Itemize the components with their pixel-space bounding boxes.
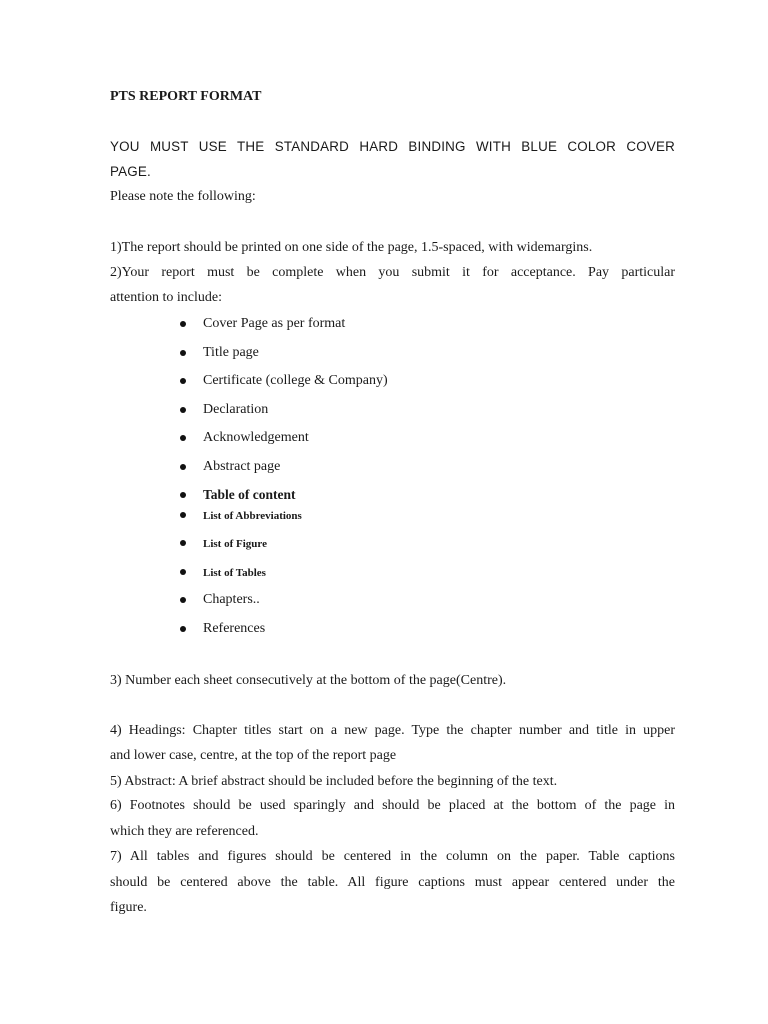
bullet-icon [180, 435, 186, 441]
bullet-icon [180, 350, 186, 356]
bullet-icon [180, 569, 186, 575]
point-2-line-1: 2)Your report must be complete when you submit it for acceptance. Pay particular [110, 265, 675, 280]
point-7-line-1: 7) All tables and figures should be centered in the column on the paper. Table captions [110, 849, 675, 864]
binding-notice-line-2: PAGE. [110, 164, 151, 179]
bullet-icon [180, 512, 186, 518]
point-6-line-2: which they are referenced. [110, 824, 259, 839]
bullet-icon [180, 321, 186, 327]
bullet-icon [180, 597, 186, 603]
bullet-icon [180, 626, 186, 632]
document-page: PTS REPORT FORMAT YOU MUST USE THE STANDARD HARD BINDING WITH BLUE COLOR COVER PAGE. Please note the following: 1)The report should be printed on one side of the page, 1.5-spaced, with widemargins. 2)Your report must be complete when you submit it for acceptance. Pay particular attention to include: Cover Page as per format Title page Certificate (college & Company) Declaration Acknowledgement Abstract page Table of content List of Abbreviations List of Figure List of Tables Chapters.. References 3) Number each sheet consecutively at the bottom of the page(Centre). 4) Headings: Chapter titles start on a new page. Type the chapter number and title in upper and lower case, centre, at the top of the report page 5) Abstract: A brief abstract should be included before the beginning of the text. 6) Footnotes should be used sparingly and should be placed at the bottom of the page in which they are referenced. 7) All tables and figures should be centered in the column on the paper. Table captions should be centered above the table. All figure captions must appear centered under the figure. [0, 0, 768, 1024]
point-5: 5) Abstract: A brief abstract should be included before the beginning of the text. [110, 774, 558, 789]
document-heading: PTS REPORT FORMAT [110, 89, 262, 104]
intro-text: Please note the following: [110, 189, 256, 204]
bullet-icon [180, 540, 186, 546]
point-4-line-2: and lower case, centre, at the top of the report page [110, 748, 397, 763]
bullet-icon [180, 407, 186, 413]
binding-notice-line-1: YOU MUST USE THE STANDARD HARD BINDING WITH BLUE COLOR COVER [110, 139, 675, 154]
point-4-line-1: 4) Headings: Chapter titles start on a new page. Type the chapter number and title in upper [110, 723, 675, 738]
point-2-line-2: attention to include: [110, 290, 222, 305]
bullet-icon [180, 378, 186, 384]
bullet-icon [180, 464, 186, 470]
point-7-line-2: should be centered above the table. All figure captions must appear centered under the [110, 875, 675, 890]
point-3: 3) Number each sheet consecutively at the bottom of the page(Centre). [110, 673, 507, 688]
point-7-line-3: figure. [110, 900, 147, 915]
bullet-icon [180, 492, 186, 498]
point-6-line-1: 6) Footnotes should be used sparingly and should be placed at the bottom of the page in [110, 798, 675, 813]
point-1: 1)The report should be printed on one side of the page, 1.5-spaced, with widemargins. [110, 240, 593, 255]
